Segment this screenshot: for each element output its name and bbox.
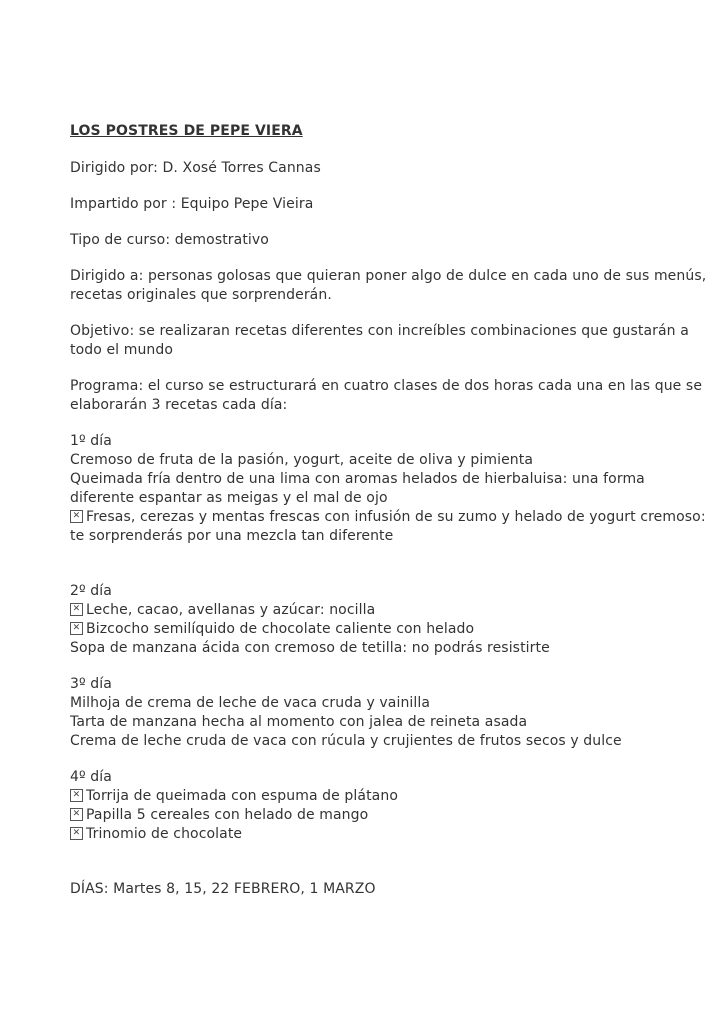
recipe-item: Crema de leche cruda de vaca con rúcula y crujientes de frutos secos y dulce	[70, 733, 622, 749]
broken-glyph-icon	[70, 789, 83, 802]
recipe-item: Leche, cacao, avellanas y azúcar: nocilla	[86, 602, 376, 618]
broken-glyph-icon	[70, 808, 83, 821]
day-1-section	[70, 432, 710, 546]
broken-glyph-icon	[70, 622, 83, 635]
broken-glyph-icon	[70, 510, 83, 523]
day-3-section	[70, 675, 710, 751]
day-4-section	[70, 768, 710, 844]
broken-glyph-icon	[70, 827, 83, 840]
taught-by: Impartido por : Equipo Pepe Vieira	[70, 196, 314, 212]
audience: Dirigido a: personas golosas que quieran poner algo de dulce en cada uno de sus menús, recetas originales que sorprenderán.	[70, 268, 707, 303]
recipe-item: Bizcocho semilíquido de chocolate caliente con helado	[86, 621, 475, 637]
document-title: LOS POSTRES DE PEPE VIERA	[70, 123, 303, 139]
recipe-item: Sopa de manzana ácida con cremoso de tetilla: no podrás resistirte	[70, 640, 550, 656]
day-heading: 3º día	[70, 676, 112, 692]
recipe-item: Tarta de manzana hecha al momento con jalea de reineta asada	[70, 714, 528, 730]
objective: Objetivo: se realizaran recetas diferentes con increíbles combinaciones que gustarán a todo el mundo	[70, 323, 689, 358]
course-dates: DÍAS: Martes 8, 15, 22 FEBRERO, 1 MARZO	[70, 881, 376, 897]
recipe-item-row	[70, 620, 710, 639]
recipe-item: Trinomio de chocolate	[86, 826, 243, 842]
recipe-item-row	[70, 806, 710, 825]
day-2-section	[70, 582, 710, 658]
recipe-item: Cremoso de fruta de la pasión, yogurt, aceite de oliva y pimienta	[70, 452, 534, 468]
day-heading: 4º día	[70, 769, 112, 785]
document-page	[70, 122, 710, 899]
recipe-item: Milhoja de crema de leche de vaca cruda y vainilla	[70, 695, 431, 711]
day-heading: 2º día	[70, 583, 112, 599]
course-type: Tipo de curso: demostrativo	[70, 232, 269, 248]
recipe-item-row	[70, 787, 710, 806]
recipe-item: Torrija de queimada con espuma de plátano	[86, 788, 398, 804]
recipe-item-row	[70, 601, 710, 620]
recipe-item-row	[70, 508, 710, 546]
recipe-item: Fresas, cerezas y mentas frescas con infusión de su zumo y helado de yogurt cremoso: te sorprenderás por una mezcla tan diferente	[70, 509, 706, 544]
broken-glyph-icon	[70, 603, 83, 616]
recipe-item-row	[70, 825, 710, 844]
program: Programa: el curso se estructurará en cuatro clases de dos horas cada una en las que se elaborarán 3 recetas cada día:	[70, 378, 703, 413]
recipe-item: Queimada fría dentro de una lima con aromas helados de hierbaluisa: una forma diferente espantar as meigas y el mal de ojo	[70, 471, 645, 506]
directed-by: Dirigido por: D. Xosé Torres Cannas	[70, 160, 321, 176]
day-heading: 1º día	[70, 433, 112, 449]
recipe-item: Papilla 5 cereales con helado de mango	[86, 807, 369, 823]
